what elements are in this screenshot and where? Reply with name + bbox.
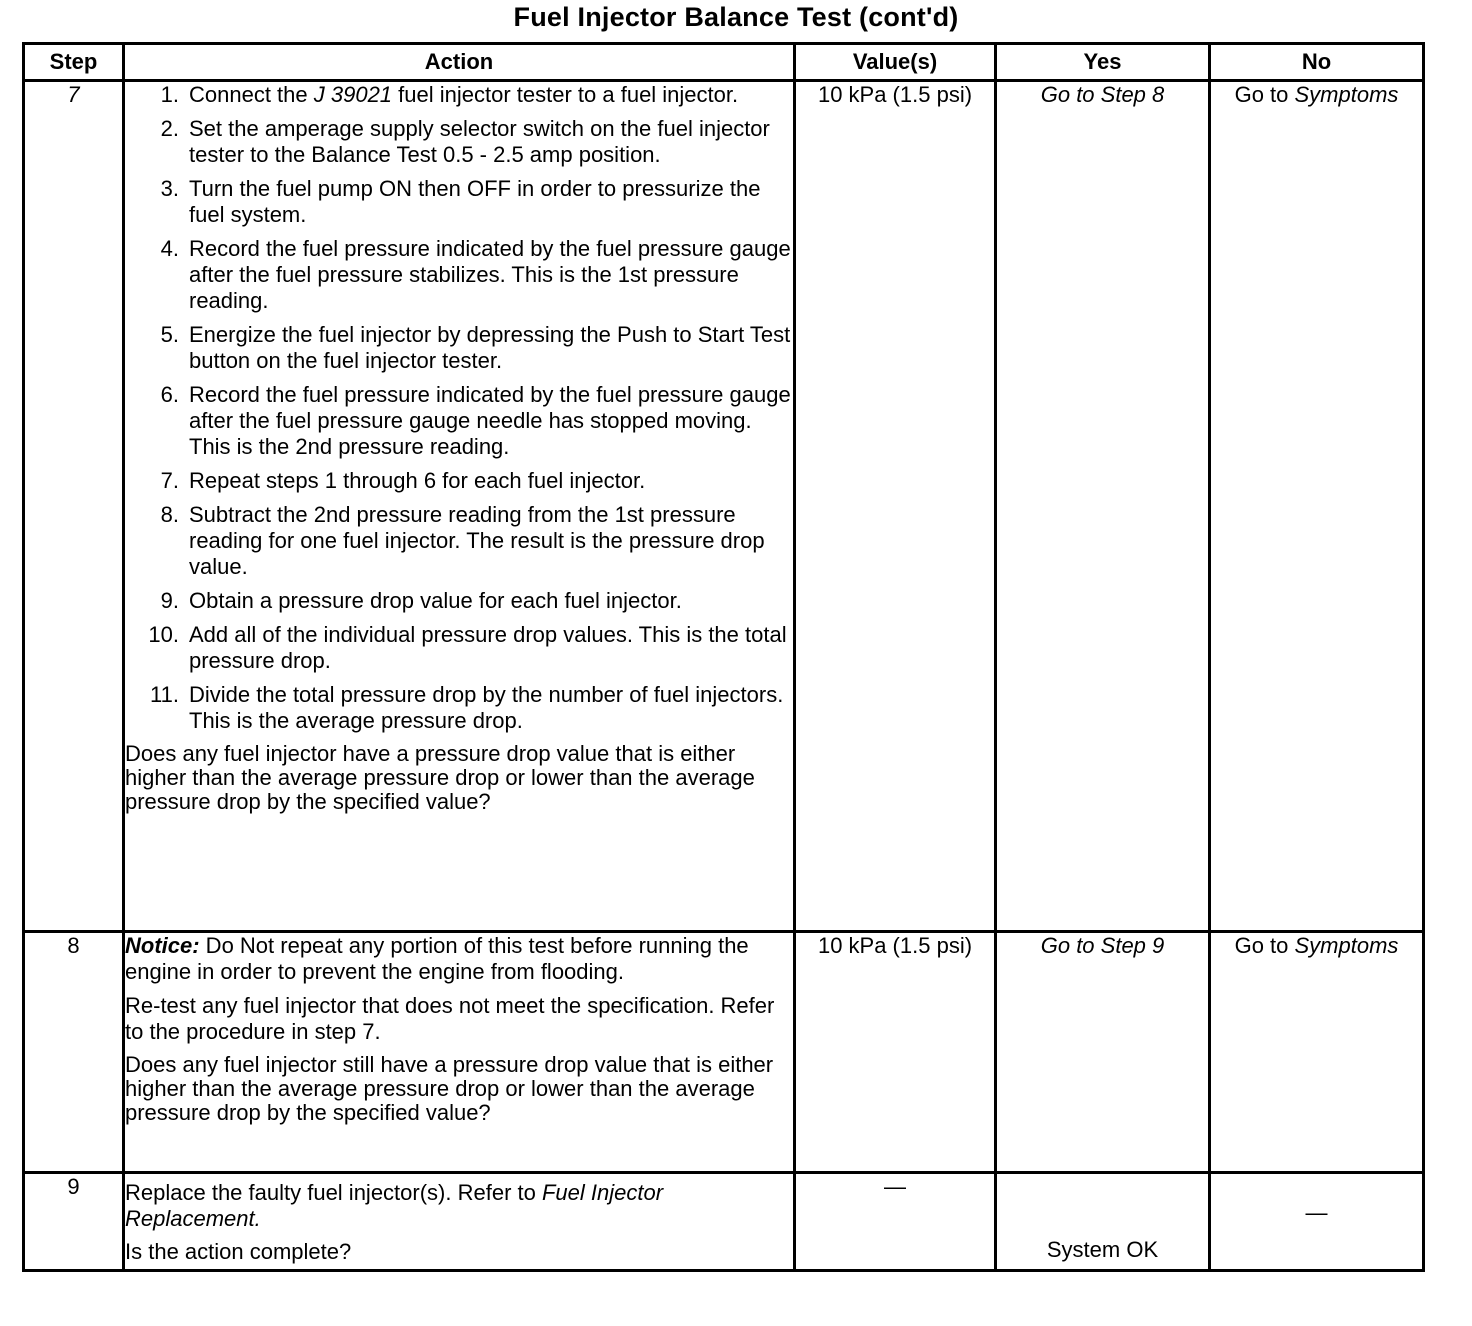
step-question: Does any fuel injector still have a pressure drop value that is either higher than the average pressure drop or lower than the average pressure drop by the specified value? (125, 1052, 774, 1125)
list-item (125, 468, 793, 494)
step-number: 7 (24, 81, 124, 932)
action-paragraph (125, 1180, 793, 1232)
page-title: Fuel Injector Balance Test (cont'd) (513, 2, 959, 32)
list-item-text-part: fuel injector tester to a fuel injector. (392, 82, 739, 107)
list-item-number: 6. (160, 382, 179, 407)
no-text: Go to (1234, 82, 1295, 107)
list-item-text: Record the fuel pressure indicated by the fuel pressure gauge after the fuel pressure stabilizes. This is the 1st pressure reading. (189, 236, 791, 313)
step-number: 9 (24, 1173, 124, 1271)
list-item (125, 176, 793, 228)
list-item (125, 236, 793, 314)
list-item-text-part: Connect the (189, 82, 314, 107)
list-item (125, 682, 793, 734)
procedure-list (125, 82, 793, 734)
list-item-text: Record the fuel pressure indicated by the fuel pressure gauge after the fuel pressure gauge needle has stopped moving. This is the 2nd pressure reading. (189, 382, 791, 459)
header-action: Action (124, 44, 795, 81)
action-cell (124, 932, 795, 1173)
no-cell (1210, 81, 1424, 932)
list-item-number: 3. (160, 176, 179, 201)
list-item-text: Divide the total pressure drop by the number of fuel injectors. This is the average pressure drop. (189, 682, 784, 733)
action-cell (124, 81, 795, 932)
step-question: Does any fuel injector have a pressure drop value that is either higher than the average pressure drop or lower than the average pressure drop by the specified value? (125, 741, 755, 814)
list-item-number: 10. (148, 622, 179, 647)
list-item-text: Repeat steps 1 through 6 for each fuel injector. (189, 468, 646, 493)
list-item (125, 502, 793, 580)
notice-text: Do Not repeat any portion of this test before running the engine in order to prevent the engine from flooding. (125, 933, 749, 984)
list-item (125, 382, 793, 460)
yes-cell: System OK (996, 1173, 1210, 1271)
list-item-text: Subtract the 2nd pressure reading from the 1st pressure reading for one fuel injector. The result is the pressure drop value. (189, 502, 765, 579)
list-item-number: 9. (160, 588, 179, 613)
list-item-text: Turn the fuel pump ON then OFF in order to pressurize the fuel system. (189, 176, 761, 227)
no-text: Go to (1234, 933, 1295, 958)
list-item-text: Obtain a pressure drop value for each fuel injector. (189, 588, 682, 613)
step-number: 8 (24, 932, 124, 1173)
header-values: Value(s) (795, 44, 996, 81)
header-yes: Yes (996, 44, 1210, 81)
list-item-number: 7. (160, 468, 179, 493)
replacement-reference: Fuel Injector Replacement. (125, 1180, 664, 1231)
list-item (125, 622, 793, 674)
tool-reference: J 39021 (313, 82, 393, 107)
symptoms-reference: Symptoms (1294, 82, 1399, 107)
list-item-text: Energize the fuel injector by depressing the Push to Start Test button on the fuel injector tester. (189, 322, 791, 373)
no-cell (1210, 932, 1424, 1173)
list-item-number: 2. (160, 116, 179, 141)
value-cell: 10 kPa (1.5 psi) (795, 81, 996, 932)
yes-cell: Go to Step 9 (996, 932, 1210, 1173)
list-item-number: 5. (160, 322, 179, 347)
diagnostic-table (22, 42, 1425, 1272)
list-item (125, 82, 793, 108)
table-row-step-7 (24, 81, 1424, 932)
list-item-text (189, 82, 793, 108)
notice-paragraph (125, 933, 793, 985)
header-step: Step (24, 44, 124, 81)
table-row-step-9 (24, 1173, 1424, 1271)
retest-paragraph: Re-test any fuel injector that does not meet the specification. Refer to the procedure in step 7. (125, 993, 775, 1044)
yes-cell: Go to Step 8 (996, 81, 1210, 932)
value-cell: — (795, 1173, 996, 1271)
list-item-number: 8. (160, 502, 179, 527)
list-item-text: Add all of the individual pressure drop values. This is the total pressure drop. (189, 622, 787, 673)
list-item-number: 11. (150, 682, 179, 707)
header-row (24, 44, 1424, 81)
symptoms-reference: Symptoms (1294, 933, 1399, 958)
action-cell (124, 1173, 795, 1271)
list-item (125, 588, 793, 614)
table-row-step-8 (24, 932, 1424, 1173)
list-item-number: 4. (160, 236, 179, 261)
list-item-number: 1. (160, 82, 179, 107)
list-item (125, 322, 793, 374)
notice-label: Notice: (125, 933, 200, 958)
header-no: No (1210, 44, 1424, 81)
list-item-text: Set the amperage supply selector switch on the fuel injector tester to the Balance Test 0.5 - 2.5 amp position. (189, 116, 770, 167)
list-item (125, 116, 793, 168)
action-text: Replace the faulty fuel injector(s). Refer to (125, 1180, 542, 1205)
step-question: Is the action complete? (125, 1239, 352, 1264)
no-cell: — (1210, 1173, 1424, 1271)
value-cell: 10 kPa (1.5 psi) (795, 932, 996, 1173)
